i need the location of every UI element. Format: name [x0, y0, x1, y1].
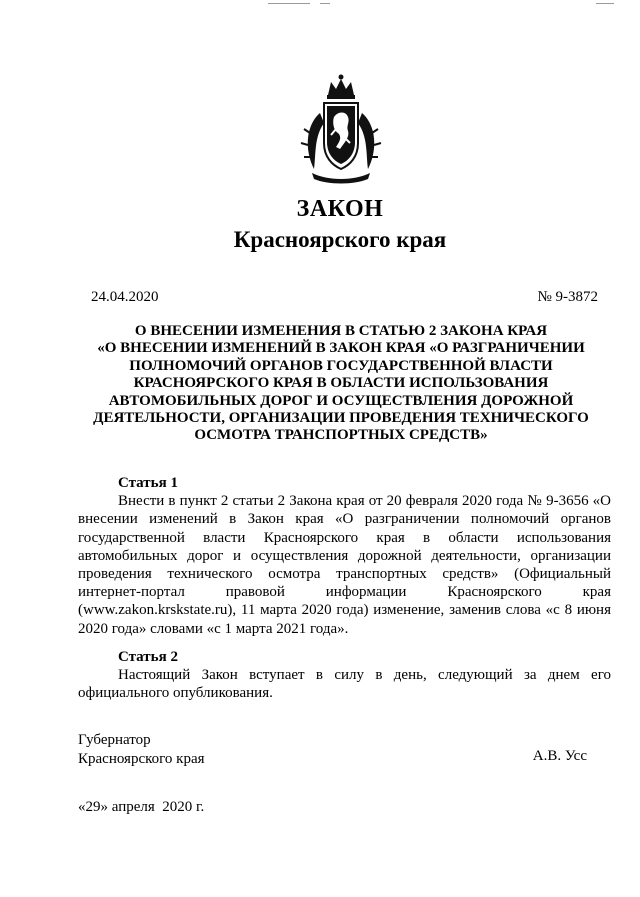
document-issuer: Красноярского края — [233, 227, 447, 252]
article-2 — [78, 648, 611, 703]
title-line: ПОЛНОМОЧИЙ ОРГАНОВ ГОСУДАРСТВЕННОЙ ВЛАСТИ — [129, 357, 553, 374]
title-line: «О ВНЕСЕНИИ ИЗМЕНЕНИЙ В ЗАКОН КРАЯ «О РАЗГРАНИЧЕНИИ — [97, 340, 585, 357]
document-type: ЗАКОН — [296, 196, 384, 222]
article-text — [78, 666, 611, 702]
document-date: 24.04.2020 — [91, 289, 159, 305]
scan-artifact — [320, 3, 330, 4]
article-1 — [78, 474, 611, 638]
signatory-name: А.В. Усс — [532, 748, 587, 764]
signatory-role — [78, 731, 205, 768]
title-line: ДЕЯТЕЛЬНОСТИ, ОРГАНИЗАЦИИ ПРОВЕДЕНИЯ ТЕХНИЧЕСКОГО — [93, 410, 589, 427]
title-line: О ВНЕСЕНИИ ИЗМЕНЕНИЯ В СТАТЬЮ 2 ЗАКОНА КРАЯ — [134, 323, 548, 339]
document-title — [78, 323, 604, 445]
title-line: АВТОМОБИЛЬНЫХ ДОРОГ И ОСУЩЕСТВЛЕНИЯ ДОРОЖНОЙ — [108, 392, 574, 409]
scan-artifact — [596, 3, 614, 4]
signing-date: «29» апреля 2020 г. — [78, 799, 205, 815]
article-heading: Статья 2 — [118, 649, 178, 665]
signatory-role-line: Красноярского края — [78, 750, 205, 767]
article-text — [78, 492, 611, 638]
title-line: ОСМОТРА ТРАНСПОРТНЫХ СРЕДСТВ» — [194, 427, 488, 444]
signatory-role-line: Губернатор — [78, 732, 151, 748]
krasnoyarsk-krai-coat-of-arms-icon — [298, 73, 384, 189]
article-heading: Статья 1 — [118, 475, 178, 491]
document-number: № 9-3872 — [537, 289, 598, 305]
scan-artifact — [268, 3, 310, 4]
title-line: КРАСНОЯРСКОГО КРАЯ В ОБЛАСТИ ИСПОЛЬЗОВАНИЯ — [133, 375, 549, 392]
article-paragraph: Настоящий Закон вступает в силу в день, следующий за днем его официального опубликования. — [78, 667, 611, 702]
article-paragraph: Внести в пункт 2 статьи 2 Закона края от 20 февраля 2020 года № 9-3656 «О внесении изменений в Закон края «О разграничении полномочий органов государственной власти Красноярского края в области использования автомобильных дорог и осуществления дорожной деятельности, организации проведения технического осмотра транспортных средств» (Официальный интернет-портал правовой информации Красноярского края (www.zakon.krskstate.ru), 11 марта 2020 года) изменение, заменив слова «с 8 июня 2020 года» словами «с 1 марта 2021 года». — [78, 493, 611, 637]
